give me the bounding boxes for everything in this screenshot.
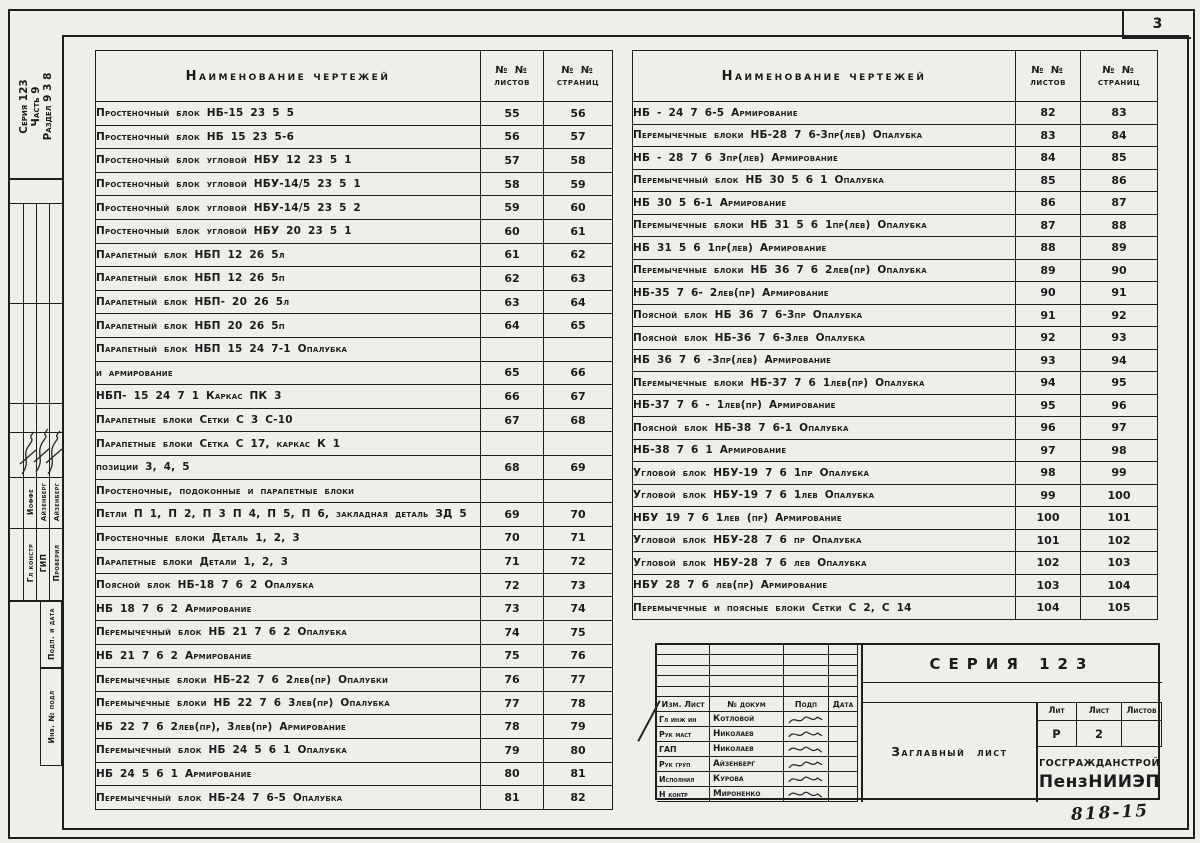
drawing-name-cell: НБ-38 7 6 1 Армирование	[633, 439, 1016, 462]
table-row	[96, 361, 613, 385]
sheet-no-cell: 57	[481, 149, 544, 173]
drawing-name-cell: НБ 30 5 6-1 Армирование	[633, 192, 1016, 215]
stamp-role-3: Проверил	[51, 544, 60, 582]
signer-role: Рук груп	[657, 757, 710, 772]
sheet-no-cell: 81	[481, 786, 544, 810]
signature-cell	[784, 787, 829, 802]
table-row	[633, 192, 1158, 215]
signer-role: Исполнил	[657, 772, 710, 787]
page-no-cell: 56	[544, 102, 613, 126]
signature	[786, 742, 825, 757]
page-no-cell: 58	[544, 149, 613, 173]
table-row	[633, 507, 1158, 530]
table-row	[633, 597, 1158, 620]
drawing-name-cell: Парапетные блоки Сетка С 17, каркас К 1	[96, 432, 481, 456]
drawing-name-cell: Простеночный блок НБ-15 23 5 5	[96, 102, 481, 126]
sheet-no-cell: 67	[481, 408, 544, 432]
drawing-name-cell: Угловой блок НБУ-28 7 6 лев Опалубка	[633, 552, 1016, 575]
sheet-no-cell	[481, 432, 544, 456]
signature	[786, 757, 825, 772]
signer-role: Рук маст	[657, 727, 710, 742]
sign-date-label: Подп. и дата	[46, 608, 56, 660]
signer-row	[657, 712, 862, 727]
signer-row	[657, 727, 862, 742]
sheet-number: 3	[1152, 16, 1163, 32]
sheet-no-cell	[481, 479, 544, 503]
page-no-cell: 73	[544, 573, 613, 597]
date-cell	[829, 757, 858, 772]
table-row	[633, 304, 1158, 327]
sheet-no-cell: 63	[481, 290, 544, 314]
drawing-name-cell: Перемычечный блок НБ 21 7 6 2 Опалубка	[96, 621, 481, 645]
column-header-pages: № № страниц	[544, 51, 613, 102]
organization-cell	[1037, 747, 1162, 802]
signer-row	[657, 742, 862, 757]
table-row	[633, 214, 1158, 237]
stamp-grid-line	[8, 203, 62, 204]
table-header-row	[96, 51, 613, 102]
drawing-name-cell: Угловой блок НБУ-28 7 6 пр Опалубка	[633, 529, 1016, 552]
table-row	[96, 526, 613, 550]
sheet-no-cell: 58	[481, 172, 544, 196]
signer-role: Гл инж ин	[657, 712, 710, 727]
table-row	[633, 147, 1158, 170]
sheet-no-cell: 72	[481, 573, 544, 597]
drawing-name-cell: Парапетный блок НБП 12 26 5л	[96, 243, 481, 267]
drawing-name-cell: НБ 21 7 6 2 Армирование	[96, 644, 481, 668]
drawing-name-cell: Перемычечные блоки НБ 36 7 6 2лев(пр) Опалубка	[633, 259, 1016, 282]
drawing-name-cell: Парапетный блок НБП 12 26 5п	[96, 267, 481, 291]
rev-header-podp: Подп	[784, 697, 829, 712]
drawing-name-cell: Простеночный блок угловой НБУ 20 23 5 1	[96, 219, 481, 243]
page-no-cell: 98	[1081, 439, 1158, 462]
drawing-name-cell: Парапетный блок НБП 20 26 5п	[96, 314, 481, 338]
sheet-no-cell: 87	[1016, 214, 1081, 237]
drawing-name-cell: Простеночный блок угловой НБУ-14/5 23 5 1	[96, 172, 481, 196]
table-row	[96, 102, 613, 126]
sheet-no-cell: 90	[1016, 282, 1081, 305]
page-no-cell: 93	[1081, 327, 1158, 350]
sheet-no-cell: 78	[481, 715, 544, 739]
page-no-cell: 83	[1081, 102, 1158, 125]
sheet-no-cell: 80	[481, 762, 544, 786]
drawing-name-cell: Перемычечный блок НБ-24 7 6-5 Опалубка	[96, 786, 481, 810]
sheet-no-cell: 74	[481, 621, 544, 645]
table-row	[633, 349, 1158, 372]
drawing-name-cell: Перемычечные блоки НБ 22 7 6 3лев(пр) Опалубка	[96, 691, 481, 715]
sheet-no-cell: 88	[1016, 237, 1081, 260]
page-no-cell: 82	[544, 786, 613, 810]
revision-empty-grid	[657, 645, 862, 697]
page-no-cell: 104	[1081, 574, 1158, 597]
page-no-cell: 85	[1081, 147, 1158, 170]
sheet-no-cell: 75	[481, 644, 544, 668]
table-row	[96, 125, 613, 149]
page-no-cell: 105	[1081, 597, 1158, 620]
table-row	[96, 385, 613, 409]
page-no-cell: 101	[1081, 507, 1158, 530]
signature-cell	[784, 727, 829, 742]
drawing-name-cell: Поясной блок НБ-18 7 6 2 Опалубка	[96, 573, 481, 597]
signature-cell	[784, 742, 829, 757]
drawing-name-cell: Парапетный блок НБП- 20 26 5л	[96, 290, 481, 314]
sheet-no-cell: 99	[1016, 484, 1081, 507]
sheet-no-cell: 84	[1016, 147, 1081, 170]
sheet-no-cell: 55	[481, 102, 544, 126]
signature	[786, 773, 824, 785]
sheet-no-cell: 69	[481, 503, 544, 527]
signature-cell	[784, 712, 829, 727]
listov-value	[1122, 721, 1162, 747]
drawing-index-table-right	[632, 50, 1158, 620]
table-row	[633, 124, 1158, 147]
table-row	[633, 237, 1158, 260]
page-no-cell: 72	[544, 550, 613, 574]
table-row	[96, 668, 613, 692]
table-row	[633, 169, 1158, 192]
column-header-name: Наименование чертежей	[96, 51, 481, 102]
table-row	[633, 259, 1158, 282]
page-no-cell: 88	[1081, 214, 1158, 237]
stamp-name-3: Айзенберг	[51, 482, 60, 522]
sheet-no-cell: 103	[1016, 574, 1081, 597]
signer-name: Николаев	[710, 727, 784, 742]
date-cell	[829, 727, 858, 742]
listov-header: Листов	[1122, 702, 1162, 721]
drawing-name-cell: и армирование	[96, 361, 481, 385]
page-no-cell: 81	[544, 762, 613, 786]
sheet-no-cell: 76	[481, 668, 544, 692]
table-row	[96, 644, 613, 668]
sheet-no-cell: 61	[481, 243, 544, 267]
drawing-name-cell: Поясной блок НБ-36 7 6-3лев Опалубка	[633, 327, 1016, 350]
margin-series-text	[9, 36, 62, 177]
page-no-cell: 67	[544, 385, 613, 409]
document-number: 818-15	[1070, 800, 1150, 826]
drawing-name-cell: позиции 3, 4, 5	[96, 455, 481, 479]
stamp-role-2: ГИП	[38, 553, 47, 573]
page-no-cell: 79	[544, 715, 613, 739]
drawing-name-cell: НБ-37 7 6 - 1лев(пр) Армирование	[633, 394, 1016, 417]
table-row	[96, 196, 613, 220]
column-header-pages: № № страниц	[1081, 51, 1158, 102]
table-row	[96, 762, 613, 786]
page-no-cell: 60	[544, 196, 613, 220]
drawing-name-cell: НБ 18 7 6 2 Армирование	[96, 597, 481, 621]
sheet-no-cell: 93	[1016, 349, 1081, 372]
page-no-cell	[544, 337, 613, 361]
page-no-cell: 96	[1081, 394, 1158, 417]
signer-name: Николаев	[710, 742, 784, 757]
page-no-cell: 86	[1081, 169, 1158, 192]
sheet-no-cell: 104	[1016, 597, 1081, 620]
table-row	[633, 417, 1158, 440]
table-row	[96, 149, 613, 173]
signature-cell	[784, 757, 829, 772]
drawing-name-cell: НБУ 28 7 6 лев(пр) Армирование	[633, 574, 1016, 597]
sheet-no-cell: 77	[481, 691, 544, 715]
table-row	[633, 574, 1158, 597]
margin-part-label: Часть 9	[29, 86, 42, 127]
table-row	[96, 621, 613, 645]
drawing-name-cell: Перемычечный блок НБ 30 5 6 1 Опалубка	[633, 169, 1016, 192]
page-no-cell: 78	[544, 691, 613, 715]
drawing-name-cell: Парапетные блоки Сетки С 3 С-10	[96, 408, 481, 432]
drawing-index-table-left	[95, 50, 613, 810]
column-header-name: Наименование чертежей	[633, 51, 1016, 102]
drawing-name-cell: НБ 31 5 6 1пр(лев) Армирование	[633, 237, 1016, 260]
signer-name: Курова	[710, 772, 784, 787]
sheet-no-cell: 71	[481, 550, 544, 574]
list-value: 2	[1077, 721, 1122, 747]
sheet-no-cell: 79	[481, 739, 544, 763]
lit-list-listov-table	[1037, 702, 1162, 747]
page-no-cell: 62	[544, 243, 613, 267]
signer-rows	[657, 712, 862, 802]
drawing-name-cell: НБ 24 5 6 1 Армирование	[96, 762, 481, 786]
table-row	[96, 267, 613, 291]
table-row	[96, 455, 613, 479]
sheet-no-cell: 73	[481, 597, 544, 621]
page-no-cell: 66	[544, 361, 613, 385]
signature-mark	[44, 428, 64, 476]
table-row	[96, 691, 613, 715]
drawing-name-cell: Перемычечные блоки НБ 31 5 6 1пр(лев) Опалубка	[633, 214, 1016, 237]
sheet-no-cell: 86	[1016, 192, 1081, 215]
sheet-no-cell	[481, 337, 544, 361]
page-no-cell: 84	[1081, 124, 1158, 147]
sheet-no-cell: 83	[1016, 124, 1081, 147]
table-row	[96, 597, 613, 621]
drawing-name-cell: Перемычечные блоки НБ-22 7 6 2лев(пр) Опалубки	[96, 668, 481, 692]
page-no-cell: 92	[1081, 304, 1158, 327]
table-row	[96, 503, 613, 527]
margin-section-label: Раздел 9 3 8	[41, 72, 54, 141]
page-no-cell: 80	[544, 739, 613, 763]
sheet-no-cell: 102	[1016, 552, 1081, 575]
page-no-cell: 68	[544, 408, 613, 432]
table-header-row	[633, 51, 1158, 102]
page-no-cell: 61	[544, 219, 613, 243]
table-row	[96, 219, 613, 243]
table-row	[633, 462, 1158, 485]
drawing-name-cell: Поясной блок НБ 36 7 6-3пр Опалубка	[633, 304, 1016, 327]
stamp-role-1: Гл констр	[25, 543, 34, 583]
table-row	[633, 529, 1158, 552]
page-no-cell: 76	[544, 644, 613, 668]
sheet-no-cell: 98	[1016, 462, 1081, 485]
page-no-cell: 70	[544, 503, 613, 527]
signature	[786, 728, 824, 740]
page-no-cell: 75	[544, 621, 613, 645]
table-row	[96, 290, 613, 314]
sheet-no-cell: 82	[1016, 102, 1081, 125]
sheet-no-cell: 92	[1016, 327, 1081, 350]
sheet-no-cell: 95	[1016, 394, 1081, 417]
sheet-no-cell: 97	[1016, 439, 1081, 462]
signature	[786, 787, 825, 802]
inventory-label: Инв. № подл	[46, 690, 56, 744]
sheet-no-cell: 64	[481, 314, 544, 338]
signer-name: Мироненко	[710, 787, 784, 802]
page-no-cell: 102	[1081, 529, 1158, 552]
date-cell	[829, 712, 858, 727]
lit-header: Лит	[1037, 702, 1077, 721]
page-no-cell: 95	[1081, 372, 1158, 395]
date-cell	[829, 787, 858, 802]
sheet-no-cell: 96	[1016, 417, 1081, 440]
list-header: Лист	[1077, 702, 1122, 721]
table-row	[633, 439, 1158, 462]
rev-header-dokum: № докум	[710, 697, 784, 712]
table-row	[633, 372, 1158, 395]
drawing-name-cell: НБ 36 7 6 -3пр(лев) Армирование	[633, 349, 1016, 372]
table-row	[96, 243, 613, 267]
table-row	[96, 786, 613, 810]
drawing-name-cell: НБП- 15 24 7 1 Каркас ПК 3	[96, 385, 481, 409]
drawing-name-cell: Перемычечные и поясные блоки Сетки С 2, С 14	[633, 597, 1016, 620]
table-row	[96, 314, 613, 338]
drawing-name-cell: Угловой блок НБУ-19 7 6 1лев Опалубка	[633, 484, 1016, 507]
drawing-name-cell: Простеночный блок угловой НБУ 12 23 5 1	[96, 149, 481, 173]
sheet-no-cell: 85	[1016, 169, 1081, 192]
title-block	[655, 643, 1160, 800]
drawing-name-cell: Перемычечные блоки НБ-37 7 6 1лев(пр) Опалубка	[633, 372, 1016, 395]
drawing-name-cell: Петли П 1, П 2, П 3 П 4, П 5, П 6, закладная деталь ЗД 5	[96, 503, 481, 527]
signer-name: Котловой	[710, 712, 784, 727]
table-row	[633, 394, 1158, 417]
column-header-sheets: № № листов	[1016, 51, 1081, 102]
signer-role: Н контр	[657, 787, 710, 802]
page-no-cell	[544, 479, 613, 503]
drawing-name-cell: НБ-35 7 6- 2лев(пр) Армирование	[633, 282, 1016, 305]
margin-series-label: Серия 123	[17, 79, 30, 134]
drawing-name-cell: Парапетный блок НБП 15 24 7-1 Опалубка	[96, 337, 481, 361]
table-row	[633, 282, 1158, 305]
table-row	[96, 573, 613, 597]
table-row	[96, 479, 613, 503]
drawing-name-cell: НБ - 24 7 6-5 Армирование	[633, 102, 1016, 125]
page-no-cell: 59	[544, 172, 613, 196]
drawing-name-cell: НБ 22 7 6 2лев(пр), 3лев(пр) Армирование	[96, 715, 481, 739]
drawing-name-cell: Перемычечные блоки НБ-28 7 6-3пр(лев) Опалубка	[633, 124, 1016, 147]
signature-cell	[784, 772, 829, 787]
drawing-name-cell: Простеночный блок НБ 15 23 5-6	[96, 125, 481, 149]
drawing-name-cell: НБУ 19 7 6 1лев (пр) Армирование	[633, 507, 1016, 530]
sheet-no-cell: 70	[481, 526, 544, 550]
stamp-grid-line	[8, 403, 62, 404]
table-row	[96, 172, 613, 196]
drawing-name-cell: НБ - 28 7 6 3пр(лев) Армирование	[633, 147, 1016, 170]
series-title: СЕРИЯ 123	[862, 645, 1162, 683]
sheet-no-cell: 66	[481, 385, 544, 409]
page-no-cell: 77	[544, 668, 613, 692]
page-no-cell: 64	[544, 290, 613, 314]
stamp-name-2: Айзенберг	[38, 482, 47, 522]
column-header-sheets: № № листов	[481, 51, 544, 102]
page-no-cell: 94	[1081, 349, 1158, 372]
organization-name: ГОСГРАЖДАНСТРОЙ	[1039, 757, 1160, 769]
sheet-no-cell: 100	[1016, 507, 1081, 530]
page-no-cell: 99	[1081, 462, 1158, 485]
drawing-name-cell: Простеночные, подоконные и парапетные блоки	[96, 479, 481, 503]
sheet-no-cell: 65	[481, 361, 544, 385]
sheet-number-box	[1122, 11, 1191, 39]
page-no-cell: 97	[1081, 417, 1158, 440]
drawing-name-cell: Поясной блок НБ-38 7 6-1 Опалубка	[633, 417, 1016, 440]
sheet-no-cell: 94	[1016, 372, 1081, 395]
document-title: Заглавный лист	[891, 745, 1008, 759]
date-cell	[829, 742, 858, 757]
table-row	[96, 337, 613, 361]
signer-role: ГАП	[657, 742, 710, 757]
signature	[786, 712, 825, 727]
drawing-name-cell: Перемычечный блок НБ 24 5 6 1 Опалубка	[96, 739, 481, 763]
table-row	[96, 715, 613, 739]
signer-row	[657, 757, 862, 772]
table-row	[96, 408, 613, 432]
page-no-cell	[544, 432, 613, 456]
stamp-name-1: Иоффе	[25, 488, 34, 516]
drawing-name-cell: Простеночные блоки Деталь 1, 2, 3	[96, 526, 481, 550]
page-no-cell: 91	[1081, 282, 1158, 305]
drawing-name-cell: Угловой блок НБУ-19 7 6 1пр Опалубка	[633, 462, 1016, 485]
sheet-no-cell: 60	[481, 219, 544, 243]
sheet-no-cell: 59	[481, 196, 544, 220]
revision-header-row	[657, 697, 862, 712]
table-row	[633, 484, 1158, 507]
table-row	[96, 739, 613, 763]
page-no-cell: 87	[1081, 192, 1158, 215]
rev-header-data: Дата	[829, 697, 858, 712]
page-no-cell: 89	[1081, 237, 1158, 260]
lit-value: Р	[1037, 721, 1077, 747]
date-cell	[829, 772, 858, 787]
signer-name: Айзенберг	[710, 757, 784, 772]
page-no-cell: 57	[544, 125, 613, 149]
page-no-cell: 90	[1081, 259, 1158, 282]
sheet-no-cell: 91	[1016, 304, 1081, 327]
stamp-grid-line	[8, 303, 62, 304]
table-row	[633, 552, 1158, 575]
page-no-cell: 65	[544, 314, 613, 338]
table-row	[633, 102, 1158, 125]
sheet-no-cell: 89	[1016, 259, 1081, 282]
signer-row	[657, 772, 862, 787]
table-row	[96, 432, 613, 456]
page-no-cell: 63	[544, 267, 613, 291]
drawing-name-cell: Простеночный блок угловой НБУ-14/5 23 5 2	[96, 196, 481, 220]
series-sub-band	[862, 682, 1162, 703]
page-no-cell: 71	[544, 526, 613, 550]
sheet-no-cell: 101	[1016, 529, 1081, 552]
page-no-cell: 103	[1081, 552, 1158, 575]
sheet-no-cell: 56	[481, 125, 544, 149]
table-row	[96, 550, 613, 574]
rev-header-izm-list: Изм. Лист	[657, 697, 710, 712]
table-row	[633, 327, 1158, 350]
sheet-no-cell: 68	[481, 455, 544, 479]
institute-name: ПензНИИЭП	[1038, 771, 1161, 792]
page-no-cell: 74	[544, 597, 613, 621]
page-no-cell: 69	[544, 455, 613, 479]
signer-row	[657, 787, 862, 802]
page-no-cell: 100	[1081, 484, 1158, 507]
drawing-name-cell: Парапетные блоки Детали 1, 2, 3	[96, 550, 481, 574]
sheet-no-cell: 62	[481, 267, 544, 291]
